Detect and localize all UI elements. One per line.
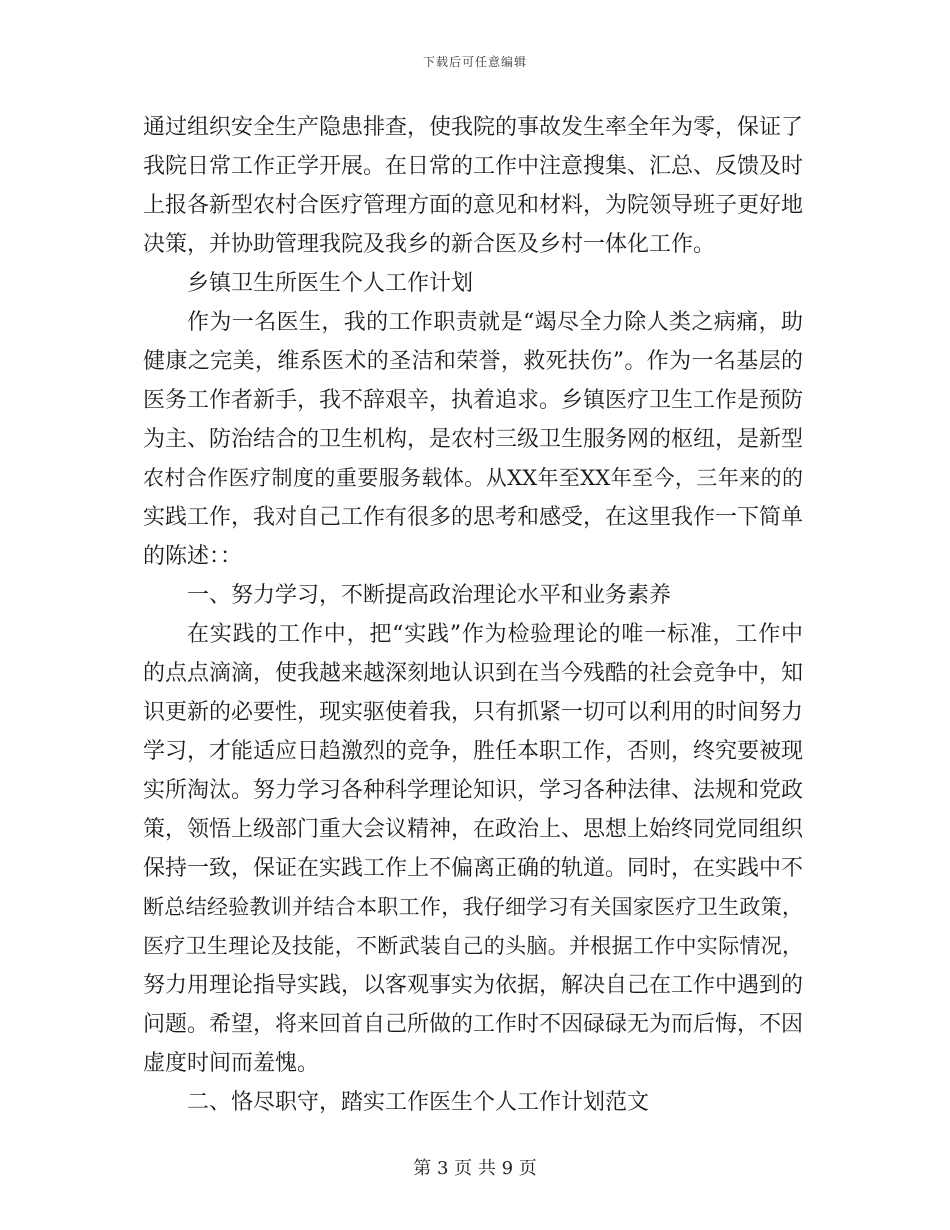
paragraph-line: 医疗卫生理论及技能，不断武装自己的头脑。并根据工作中实际情况， (143, 934, 803, 958)
paragraph-line: 保持一致，保证在实践工作上不偏离正确的轨道。同时，在实践中不 (143, 856, 804, 881)
paragraph-line: 问题。希望，将来回首自己所做的工作时不因碌碌无为而后悔，不因 (143, 1012, 804, 1037)
paragraph-line: 识更新的必要性，现实驱使着我，只有抓紧一切可以利用的时间努力 (143, 700, 804, 725)
section-heading: 一、努力学习，不断提高政治理论水平和业务素养 (187, 583, 672, 608)
section-heading: 乡镇卫生所医生个人工作计划 (187, 271, 474, 296)
paragraph-line: 虚度时间而羞愧。 (143, 1051, 320, 1076)
paragraph-line: 决策，并协助管理我院及我乡的新合医及乡村一体化工作。 (143, 232, 716, 257)
paragraph-line: 实践工作，我对自己工作有很多的思考和感受，在这里我作一下简单 (143, 505, 804, 530)
page-number: 第 3 页 共 9 页 (413, 1158, 537, 1179)
paragraph-line: 在实践的工作中，把“实践”作为检验理论的唯一标准，工作中 (187, 622, 803, 647)
paragraph-line: 上报各新型农村合医疗管理方面的意见和材料，为院领导班子更好地 (143, 193, 804, 218)
paragraph-line: 的陈述：： (143, 544, 243, 569)
paragraph-line: 努力用理论指导实践，以客观事实为依据，解决自己在工作中遇到的 (143, 973, 804, 998)
paragraph-line: 农村合作医疗制度的重要服务载体。从XX年至XX年至今，三年来的的 (143, 466, 803, 490)
paragraph-line: 通过组织安全生产隐患排查，使我院的事故发生率全年为零，保证了 (143, 115, 804, 140)
paragraph-line: 健康之完美，维系医术的圣洁和荣誉，救死扶伤”。作为一名基层的 (143, 349, 803, 374)
paragraph-line: 的点点滴滴，使我越来越深刻地认识到在当今残酷的社会竞争中，知 (143, 661, 804, 686)
paragraph-line: 实所淘汰。努力学习各种科学理论知识，学习各种法律、法规和党政 (143, 778, 804, 803)
paragraph-line: 医务工作者新手，我不辞艰辛，执着追求。乡镇医疗卫生工作是预防 (143, 388, 804, 413)
paragraph-line: 断总结经验教训并结合本职工作，我仔细学习有关国家医疗卫生政策， (143, 895, 803, 919)
paragraph-line: 学习，才能适应日趋激烈的竞争，胜任本职工作，否则，终究要被现 (143, 739, 804, 764)
section-heading: 二、恪尽职守，踏实工作医生个人工作计划范文 (187, 1090, 650, 1115)
paragraph-line: 为主、防治结合的卫生机构，是农村三级卫生服务网的枢纽，是新型 (143, 427, 804, 452)
paragraph-line: 作为一名医生，我的工作职责就是“竭尽全力除人类之病痛，助 (187, 310, 803, 335)
paragraph-line: 我院日常工作正学开展。在日常的工作中注意搜集、汇总、反馈及时 (143, 154, 804, 179)
page-header: 下载后可任意编辑 (422, 55, 527, 69)
paragraph-line: 策，领悟上级部门重大会议精神，在政治上、思想上始终同党同组织 (143, 817, 804, 842)
document-body (143, 108, 803, 1122)
